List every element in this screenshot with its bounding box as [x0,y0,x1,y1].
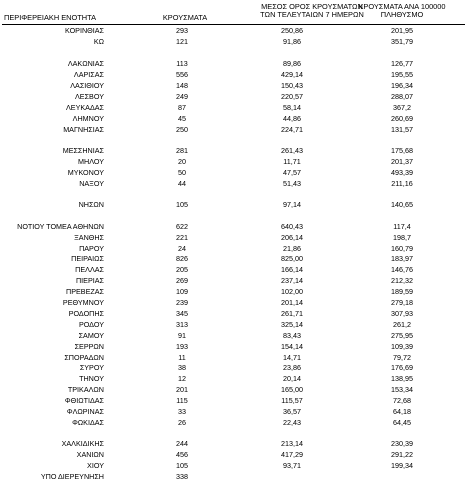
row-cases-per-100k: 275,95 [391,331,413,340]
row-cases-per-100k: 160,79 [391,244,413,253]
row-unit-name: ΛΑΚΩΝΙΑΣ [67,59,104,68]
row-cases-per-100k: 153,34 [391,385,413,394]
row-unit-name: ΧΑΛΚΙΔΙΚΗΣ [61,439,104,448]
row-cases-per-100k: 493,39 [391,168,413,177]
row-cases-per-100k: 175,68 [391,146,413,155]
row-7day-average: 250,86 [281,26,303,35]
table-row [0,309,467,318]
table-row [0,244,467,253]
row-unit-name: ΛΗΜΝΟΥ [72,114,104,123]
row-7day-average: 261,43 [281,146,303,155]
row-cases: 38 [178,363,186,372]
row-cases: 105 [176,200,188,209]
row-cases-per-100k: 176,69 [391,363,413,372]
row-unit-name: ΛΕΥΚΑΔΑΣ [65,103,104,112]
row-7day-average: 237,14 [281,276,303,285]
row-unit-name: ΛΑΣΙΘΙΟΥ [70,81,104,90]
row-cases: 456 [176,450,188,459]
row-7day-average: 58,14 [283,103,301,112]
table-row [0,70,467,79]
table-row [0,200,467,209]
row-7day-average: 89,86 [283,59,301,68]
row-cases: 239 [176,298,188,307]
row-7day-average: 11,71 [283,157,301,166]
row-cases: 20 [178,157,186,166]
row-cases-per-100k: 367,2 [393,103,411,112]
row-7day-average: 429,14 [281,70,303,79]
row-cases: 121 [176,37,188,46]
row-cases: 205 [176,265,188,274]
table-row [0,331,467,340]
table-row [0,222,467,231]
row-7day-average: 640,43 [281,222,303,231]
header-per-line2: ΠΛΗΘΥΣΜΟ [380,10,424,19]
row-cases-per-100k: 138,95 [391,374,413,383]
row-cases-per-100k: 201,95 [391,26,413,35]
table-row [0,114,467,123]
row-cases: 221 [176,233,188,242]
row-cases: 33 [178,407,186,416]
row-unit-name: ΜΗΛΟΥ [78,157,104,166]
row-unit-name: ΣΠΟΡΑΔΩΝ [64,353,104,362]
row-7day-average: 825,00 [281,254,303,263]
row-cases: 193 [176,342,188,351]
row-cases: 24 [178,244,186,253]
table-row [0,461,467,470]
row-7day-average: 224,71 [281,125,303,134]
row-unit-name: ΤΗΝΟΥ [79,374,104,383]
row-cases-per-100k: 64,18 [393,407,411,416]
row-7day-average: 51,43 [283,179,301,188]
row-cases: 293 [176,26,188,35]
row-unit-name: ΠΙΕΡΙΑΣ [75,276,104,285]
row-cases-per-100k: 64,45 [393,418,411,427]
row-cases-per-100k: 291,22 [391,450,413,459]
row-unit-name: ΣΕΡΡΩΝ [74,342,104,351]
table-row [0,59,467,68]
row-unit-name: ΡΟΔΟΠΗΣ [68,309,104,318]
row-7day-average: 220,57 [281,92,303,101]
row-cases-per-100k: 140,65 [391,200,413,209]
row-unit-name: ΝΗΣΩΝ [78,200,104,209]
row-cases-per-100k: 288,07 [391,92,413,101]
row-cases: 50 [178,168,186,177]
table-row [0,439,467,448]
row-cases: 44 [178,179,186,188]
row-unit-name: ΠΕΛΛΑΣ [75,265,104,274]
row-unit-name: ΦΘΙΩΤΙΔΑΣ [64,396,104,405]
row-cases: 87 [178,103,186,112]
table-row [0,146,467,155]
row-cases-per-100k: 201,37 [391,157,413,166]
table-row [0,179,467,188]
row-cases-per-100k: 117,4 [393,222,411,231]
row-unit-name: ΣΑΜΟΥ [78,331,104,340]
row-7day-average: 201,14 [281,298,303,307]
row-cases: 105 [176,461,188,470]
row-7day-average: 93,71 [283,461,301,470]
table-row [0,363,467,372]
row-7day-average: 23,86 [283,363,301,372]
row-7day-average: 154,14 [281,342,303,351]
table-row [0,37,467,46]
row-cases: 115 [176,396,188,405]
header-per-100k [343,3,461,19]
row-7day-average: 150,43 [281,81,303,90]
row-unit-name: ΜΑΓΝΗΣΙΑΣ [63,125,104,134]
row-cases-per-100k: 279,18 [391,298,413,307]
row-cases-per-100k: 72,68 [393,396,411,405]
row-cases: 338 [176,472,188,481]
table-row [0,103,467,112]
row-cases-per-100k: 260,69 [391,114,413,123]
row-unit-name: ΞΑΝΘΗΣ [74,233,104,242]
row-cases: 113 [176,59,188,68]
table-row [0,81,467,90]
row-cases-per-100k: 183,97 [391,254,413,263]
table-row [0,418,467,427]
row-cases-per-100k: 212,32 [391,276,413,285]
row-7day-average: 21,86 [283,244,301,253]
row-7day-average: 97,14 [283,200,301,209]
row-cases-per-100k: 126,77 [391,59,413,68]
header-avg-line2: ΤΩΝ ΤΕΛΕΥΤΑΙΩΝ 7 ΗΜΕΡΩΝ [260,10,364,19]
row-cases-per-100k: 195,55 [391,70,413,79]
table-row [0,472,467,481]
row-cases-per-100k: 198,7 [393,233,411,242]
row-cases-per-100k: 230,39 [391,439,413,448]
row-unit-name: ΚΟΡΙΝΘΙΑΣ [65,26,104,35]
row-7day-average: 165,00 [281,385,303,394]
row-cases: 269 [176,276,188,285]
table-row [0,342,467,351]
row-cases: 826 [176,254,188,263]
table-row [0,157,467,166]
row-cases-per-100k: 261,2 [393,320,411,329]
row-7day-average: 20,14 [283,374,301,383]
row-cases-per-100k: 146,76 [391,265,413,274]
row-cases: 345 [176,309,188,318]
header-divider [2,24,465,25]
row-7day-average: 91,86 [283,37,301,46]
table-row [0,320,467,329]
row-unit-name: ΠΕΙΡΑΙΩΣ [71,254,104,263]
row-cases-per-100k: 199,34 [391,461,413,470]
row-cases: 556 [176,70,188,79]
row-unit-name: ΚΩ [93,37,104,46]
row-cases-per-100k: 211,16 [391,179,413,188]
table-row [0,407,467,416]
row-unit-name: ΠΑΡΟΥ [79,244,104,253]
table-row [0,276,467,285]
header-unit: ΠΕΡΙΦΕΡΕΙΑΚΗ ΕΝΟΤΗΤΑ [4,13,96,22]
header-avg-line1: ΜΕΣΟΣ ΟΡΟΣ ΚΡΟΥΣΜΑΤΩΝ [261,2,363,11]
row-cases-per-100k: 109,39 [391,342,413,351]
table-row [0,396,467,405]
row-7day-average: 325,14 [281,320,303,329]
row-unit-name: ΤΡΙΚΑΛΩΝ [67,385,104,394]
row-cases-per-100k: 351,79 [391,37,413,46]
row-unit-name: ΦΩΚΙΔΑΣ [72,418,104,427]
table-row [0,125,467,134]
row-cases: 313 [176,320,188,329]
row-unit-name: ΜΥΚΟΝΟΥ [67,168,104,177]
table-row [0,298,467,307]
row-7day-average: 166,14 [281,265,303,274]
row-unit-name: ΝΟΤΙΟΥ ΤΟΜΕΑ ΑΘΗΝΩΝ [17,222,104,231]
table-row [0,26,467,35]
row-cases: 201 [176,385,188,394]
row-7day-average: 14,71 [283,353,301,362]
row-cases: 26 [178,418,186,427]
row-cases: 148 [176,81,188,90]
row-unit-name: ΛΕΣΒΟΥ [75,92,104,101]
row-7day-average: 115,57 [281,396,303,405]
table-row [0,265,467,274]
table-row [0,450,467,459]
table-row [0,374,467,383]
row-unit-name: ΧΙΟΥ [87,461,104,470]
row-7day-average: 22,43 [283,418,301,427]
table-row [0,287,467,296]
row-cases-per-100k: 131,57 [391,125,413,134]
table-row [0,385,467,394]
row-unit-name: ΛΑΡΙΣΑΣ [73,70,104,79]
row-7day-average: 206,14 [281,233,303,242]
header-cases: ΚΡΟΥΣΜΑΤΑ [162,13,208,22]
row-unit-name: ΧΑΝΙΩΝ [76,450,104,459]
row-cases: 11 [178,353,186,362]
table-row [0,233,467,242]
row-unit-name: ΥΠΟ ΔΙΕΡΕΥΝΗΣΗ [40,472,104,481]
row-cases: 250 [176,125,188,134]
row-unit-name: ΦΛΩΡΙΝΑΣ [66,407,104,416]
table-row [0,92,467,101]
row-unit-name: ΝΑΞΟΥ [79,179,104,188]
row-7day-average: 417,29 [281,450,303,459]
row-cases: 91 [178,331,186,340]
header-per-line1: ΚΡΟΥΣΜΑΤΑ ΑΝΑ 100000 [358,2,446,11]
row-unit-name: ΣΥΡΟΥ [79,363,104,372]
row-unit-name: ΡΟΔΟΥ [78,320,104,329]
row-unit-name: ΡΕΘΥΜΝΟΥ [62,298,104,307]
row-7day-average: 261,71 [281,309,303,318]
table-row [0,254,467,263]
row-cases-per-100k: 196,34 [391,81,413,90]
table-row [0,168,467,177]
row-7day-average: 102,00 [281,287,303,296]
row-cases: 45 [178,114,186,123]
row-7day-average: 83,43 [283,331,301,340]
row-cases-per-100k: 189,59 [391,287,413,296]
row-cases: 249 [176,92,188,101]
table-row [0,353,467,362]
row-unit-name: ΜΕΣΣΗΝΙΑΣ [62,146,104,155]
row-cases: 244 [176,439,188,448]
row-7day-average: 213,14 [281,439,303,448]
row-cases-per-100k: 79,72 [393,353,411,362]
row-7day-average: 47,57 [283,168,301,177]
row-cases-per-100k: 307,93 [391,309,413,318]
row-cases: 622 [176,222,188,231]
row-cases: 281 [176,146,188,155]
row-7day-average: 36,57 [283,407,301,416]
row-cases: 12 [178,374,186,383]
row-7day-average: 44,86 [283,114,301,123]
row-unit-name: ΠΡΕΒΕΖΑΣ [66,287,104,296]
row-cases: 109 [176,287,188,296]
